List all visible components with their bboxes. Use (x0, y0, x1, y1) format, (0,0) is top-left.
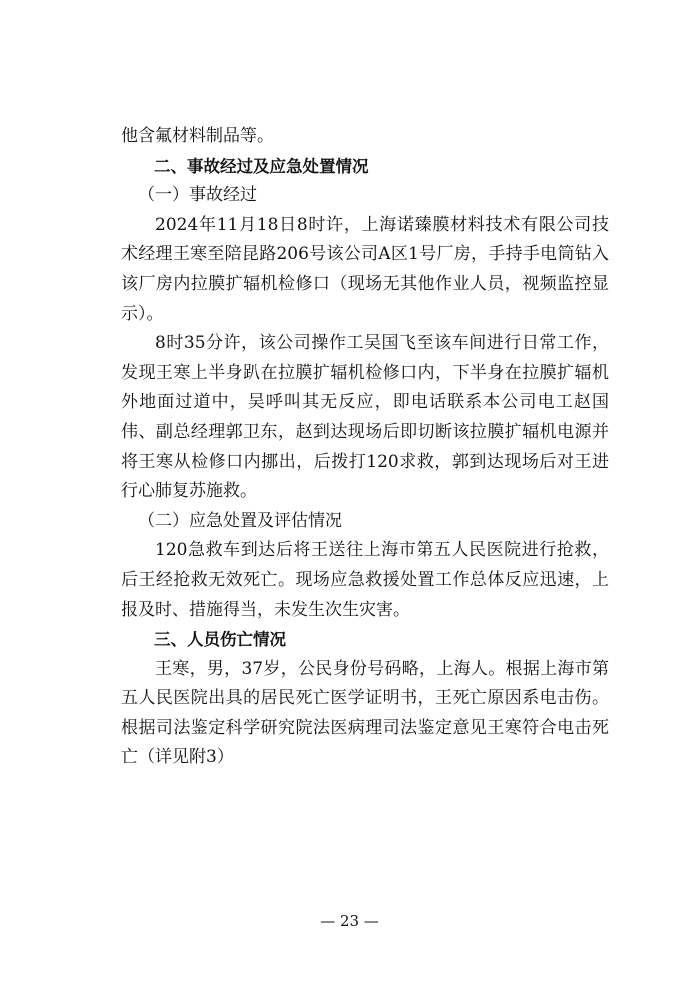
paragraph-emergency-response: 120急救车到达后将王送往上海市第五人民医院进行抢救，后王经抢救无效死亡。现场应急救援处置工作总体反应迅速，上报及时、措施得当，未发生次生灾害。 (121, 540, 609, 620)
paragraph-discovery: 8时35分许，该公司操作工吴国飞至该车间进行日常工作，发现王寒上半身趴在拉膜扩辐机检修口内，下半身在拉膜扩辐机外地面过道中，吴呼叫其无反应，即电话联系本公司电工赵国伟、副总经理郭卫东，赵到达现场后即切断该拉膜扩辐机电源并将王寒从检修口内挪出，后拨打120求救，郭到达现场后对王进行心肺复苏施救。 (121, 333, 609, 502)
carryover-text: 他含氟材料制品等。 (121, 126, 274, 146)
paragraph-accident-start: 2024年11月18日8时许，上海诺臻膜材料技术有限公司技术经理王寒至陪昆路206号该公司A区1号厂房，手持手电筒钻入该厂房内拉膜扩辐机检修口（现场无其他作业人员，视频监控显示）。 (121, 214, 609, 324)
section-heading-accident-process: 二、事故经过及应急处置情况 (154, 156, 369, 176)
subsection-heading-emergency-response: （二）应急处置及评估情况 (138, 510, 342, 531)
subsection-heading-accident-account: （一）事故经过 (138, 185, 257, 206)
document-body (121, 122, 609, 773)
paragraph-casualty-details: 王寒，男，37岁，公民身份号码略，上海人。根据上海市第五人民医院出具的居民死亡医学证明书，王死亡原因系电击伤。根据司法鉴定科学研究院法医病理司法鉴定意见王寒符合电击死亡（详见附3） (121, 658, 609, 768)
page-number: — 23 — (320, 912, 379, 930)
section-heading-casualties: 三、人员伤亡情况 (154, 630, 286, 650)
